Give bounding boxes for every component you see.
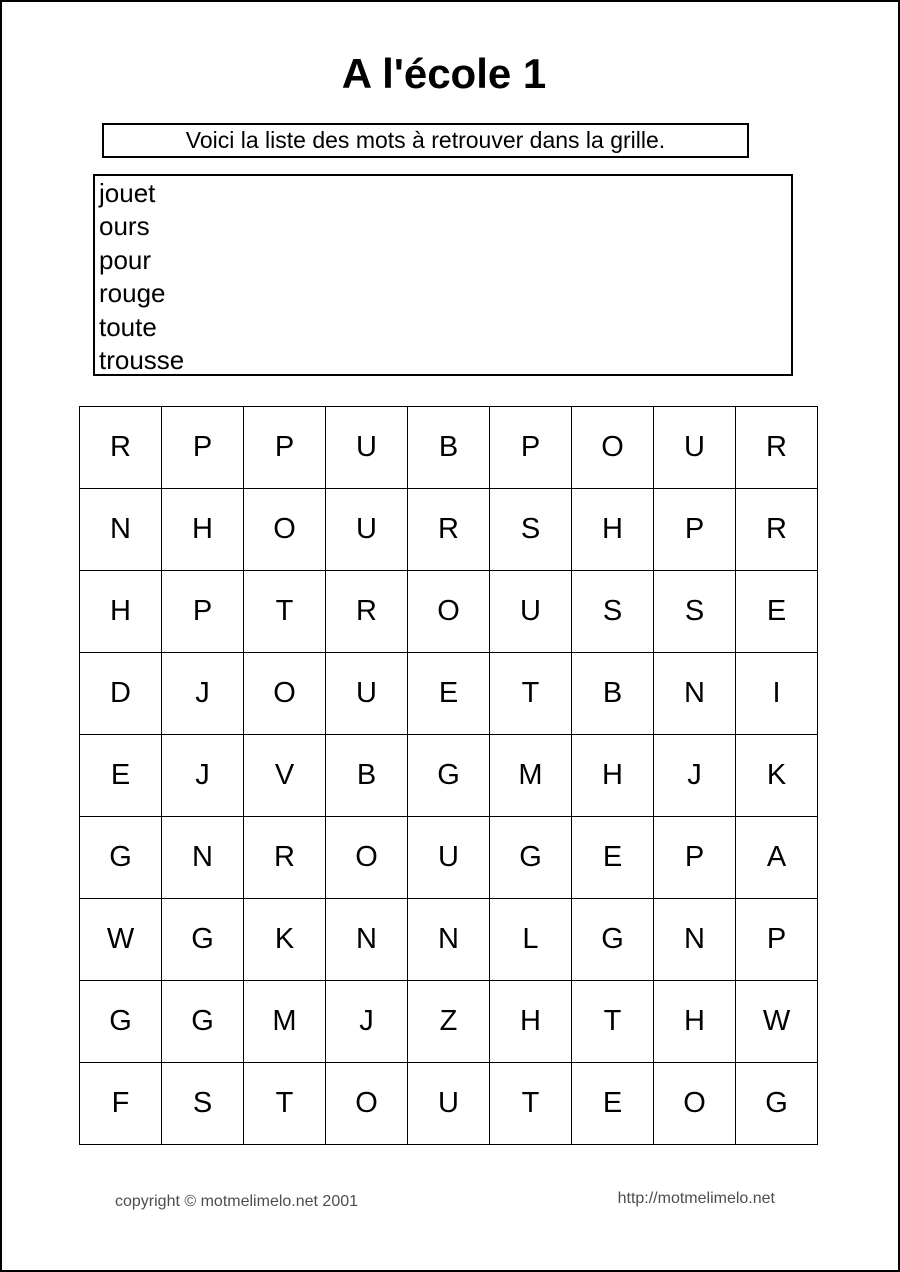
grid-cell: N bbox=[408, 899, 490, 981]
grid-cell: E bbox=[80, 735, 162, 817]
grid-cell: S bbox=[654, 571, 736, 653]
grid-cell: M bbox=[244, 981, 326, 1063]
grid-row bbox=[80, 817, 818, 899]
grid-cell: D bbox=[80, 653, 162, 735]
grid-cell: G bbox=[162, 981, 244, 1063]
grid-cell: O bbox=[326, 817, 408, 899]
grid-row bbox=[80, 735, 818, 817]
grid-cell: S bbox=[162, 1063, 244, 1145]
grid-cell: L bbox=[490, 899, 572, 981]
grid-cell: T bbox=[490, 1063, 572, 1145]
grid-cell: R bbox=[244, 817, 326, 899]
grid-cell: G bbox=[162, 899, 244, 981]
grid-cell: H bbox=[80, 571, 162, 653]
grid-cell: T bbox=[244, 571, 326, 653]
grid-cell: J bbox=[654, 735, 736, 817]
grid-cell: O bbox=[408, 571, 490, 653]
grid-cell: P bbox=[654, 489, 736, 571]
grid-cell: N bbox=[326, 899, 408, 981]
grid-cell: H bbox=[490, 981, 572, 1063]
grid-cell: N bbox=[162, 817, 244, 899]
grid-cell: E bbox=[572, 817, 654, 899]
grid-cell: N bbox=[654, 899, 736, 981]
instruction-text: Voici la liste des mots à retrouver dans la grille. bbox=[185, 127, 666, 153]
grid-cell: B bbox=[572, 653, 654, 735]
grid-cell: I bbox=[736, 653, 818, 735]
grid-cell: U bbox=[408, 817, 490, 899]
grid-cell: U bbox=[326, 407, 408, 489]
grid-cell: J bbox=[326, 981, 408, 1063]
word-item: rouge bbox=[99, 278, 166, 309]
grid-row bbox=[80, 489, 818, 571]
grid-cell: P bbox=[654, 817, 736, 899]
grid-row bbox=[80, 571, 818, 653]
grid-row bbox=[80, 407, 818, 489]
grid-cell: N bbox=[654, 653, 736, 735]
grid-cell: H bbox=[572, 735, 654, 817]
grid-cell: E bbox=[572, 1063, 654, 1145]
grid-cell: G bbox=[736, 1063, 818, 1145]
grid-cell: O bbox=[654, 1063, 736, 1145]
grid-row bbox=[80, 899, 818, 981]
word-item: pour bbox=[99, 244, 152, 275]
grid-cell: A bbox=[736, 817, 818, 899]
grid-cell: Z bbox=[408, 981, 490, 1063]
grid-cell: E bbox=[736, 571, 818, 653]
grid-cell: F bbox=[80, 1063, 162, 1145]
word-item: jouet bbox=[99, 178, 156, 208]
word-item: trousse bbox=[99, 345, 185, 376]
grid-cell: G bbox=[80, 817, 162, 899]
grid-cell: B bbox=[408, 407, 490, 489]
page-title: A l'école 1 bbox=[341, 50, 547, 97]
grid-cell: K bbox=[736, 735, 818, 817]
grid-cell: R bbox=[408, 489, 490, 571]
grid-cell: J bbox=[162, 653, 244, 735]
grid-cell: R bbox=[736, 489, 818, 571]
word-list bbox=[93, 174, 793, 376]
grid-cell: O bbox=[572, 407, 654, 489]
grid-cell: H bbox=[572, 489, 654, 571]
word-item: toute bbox=[99, 311, 157, 342]
grid-cell: N bbox=[80, 489, 162, 571]
instruction-box bbox=[102, 123, 749, 158]
word-search-grid bbox=[79, 406, 818, 1145]
grid-cell: G bbox=[490, 817, 572, 899]
grid-cell: U bbox=[490, 571, 572, 653]
grid-cell: S bbox=[572, 571, 654, 653]
grid-cell: O bbox=[244, 653, 326, 735]
grid-row bbox=[80, 981, 818, 1063]
grid-cell: G bbox=[80, 981, 162, 1063]
grid-cell: S bbox=[490, 489, 572, 571]
grid-cell: T bbox=[572, 981, 654, 1063]
grid-body bbox=[80, 407, 818, 1145]
grid-cell: O bbox=[326, 1063, 408, 1145]
grid-cell: E bbox=[408, 653, 490, 735]
grid-cell: P bbox=[162, 407, 244, 489]
grid-cell: P bbox=[490, 407, 572, 489]
grid-cell: U bbox=[654, 407, 736, 489]
grid-cell: P bbox=[244, 407, 326, 489]
grid-cell: U bbox=[326, 489, 408, 571]
grid-cell: T bbox=[490, 653, 572, 735]
word-item: ours bbox=[99, 211, 150, 242]
grid-cell: J bbox=[162, 735, 244, 817]
grid-cell: R bbox=[80, 407, 162, 489]
grid-cell: H bbox=[162, 489, 244, 571]
copyright-text: copyright © motmelimelo.net 2001 bbox=[115, 1193, 359, 1210]
grid-cell: W bbox=[80, 899, 162, 981]
grid-cell: P bbox=[162, 571, 244, 653]
website-url: http://motmelimelo.net bbox=[617, 1190, 775, 1207]
grid-cell: U bbox=[408, 1063, 490, 1145]
grid-cell: U bbox=[326, 653, 408, 735]
grid-row bbox=[80, 653, 818, 735]
grid-cell: H bbox=[654, 981, 736, 1063]
grid-cell: R bbox=[326, 571, 408, 653]
grid-cell: B bbox=[326, 735, 408, 817]
grid-cell: G bbox=[408, 735, 490, 817]
grid-cell: T bbox=[244, 1063, 326, 1145]
grid-cell: O bbox=[244, 489, 326, 571]
grid-cell: V bbox=[244, 735, 326, 817]
grid-cell: W bbox=[736, 981, 818, 1063]
grid-cell: P bbox=[736, 899, 818, 981]
grid-row bbox=[80, 1063, 818, 1145]
grid-cell: G bbox=[572, 899, 654, 981]
grid-cell: M bbox=[490, 735, 572, 817]
grid-cell: R bbox=[736, 407, 818, 489]
grid-cell: K bbox=[244, 899, 326, 981]
